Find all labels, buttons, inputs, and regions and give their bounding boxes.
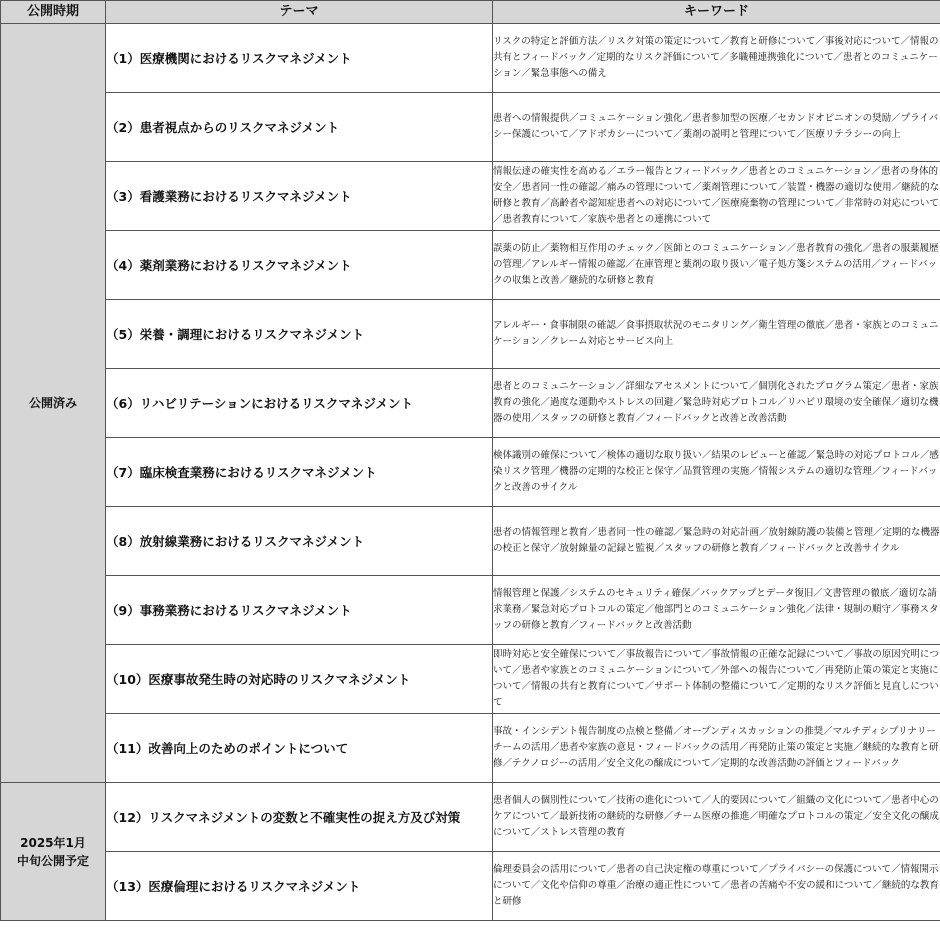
header-theme: テーマ	[106, 1, 493, 24]
keywords-cell: 即時対応と安全確保について／事故報告について／事故情報の正確な記録について／事故の原因究明について／患者や家族とのコミュニケーションについて／外部への報告について／再発防止策の策定と実施について／情報の共有と教育について／サポート体制の整備について／定期的なリスク評価と見直しについて	[493, 645, 940, 714]
theme-cell: （6）リハビリテーションにおけるリスクマネジメント	[106, 369, 493, 438]
period-upcoming	[1, 783, 106, 921]
theme-cell: （3）看護業務におけるリスクマネジメント	[106, 162, 493, 231]
theme-cell: （4）薬剤業務におけるリスクマネジメント	[106, 231, 493, 300]
theme-cell: （5）栄養・調理におけるリスクマネジメント	[106, 300, 493, 369]
table-row	[1, 300, 940, 369]
period-note: 中旬公開予定	[16, 853, 89, 868]
theme-cell: （12）リスクマネジメントの変数と不確実性の捉え方及び対策	[106, 783, 493, 852]
table-row	[1, 783, 940, 852]
header-keywords: キーワード	[493, 1, 940, 24]
table-row	[1, 852, 940, 921]
keywords-cell: 患者個人の個別性について／技術の進化について／人的要因について／組織の文化について／患者中心のケアについて／最新技術の継続的な研修／チーム医療の推進／明確なプロトコルの策定／安全文化の醸成について／ストレス管理の教育	[493, 783, 940, 852]
table-row	[1, 438, 940, 507]
period-published	[1, 24, 106, 783]
keywords-cell: 倫理委員会の活用について／患者の自己決定権の尊重について／プライバシーの保護について／情報開示について／文化や信仰の尊重／治療の適正性について／患者の苦痛や不安の緩和について／継続的な教育と研修	[493, 852, 940, 921]
table-row	[1, 162, 940, 231]
theme-cell: （9）事務業務におけるリスクマネジメント	[106, 576, 493, 645]
theme-cell: （7）臨床検査業務におけるリスクマネジメント	[106, 438, 493, 507]
table-row	[1, 576, 940, 645]
table-row	[1, 507, 940, 576]
theme-cell: （13）医療倫理におけるリスクマネジメント	[106, 852, 493, 921]
keywords-cell: 情報管理と保護／システムのセキュリティ確保／バックアップとデータ復旧／文書管理の徹底／適切な請求業務／緊急対応プロトコルの策定／他部門とのコミュニケーション強化／法律・規制の順守／事務スタッフの研修と教育／フィードバックと改善活動	[493, 576, 940, 645]
keywords-cell: リスクの特定と評価方法／リスク対策の策定について／教育と研修について／事後対応について／情報の共有とフィードバック／定期的なリスク評価について／多職種連携強化について／患者とのコミュニケーション／緊急事態への備え	[493, 24, 940, 93]
table-row	[1, 93, 940, 162]
table-row	[1, 714, 940, 783]
keywords-cell: 情報伝達の確実性を高める／エラー報告とフィードバック／患者とのコミュニケーション／患者の身体的安全／患者同一性の確認／痛みの管理について／薬剤管理について／装置・機器の適切な使用／継続的な研修と教育／高齢者や認知症患者への対応について／医療廃棄物の管理について／非常時の対応について／患者教育について／家族や患者との連携について	[493, 162, 940, 231]
period-label: 公開済み	[28, 396, 77, 410]
keywords-cell: 患者への情報提供／コミュニケーション強化／患者参加型の医療／セカンドオピニオンの奨励／プライバシー保護について／アドボカシーについて／薬剤の説明と管理について／医療リテラシーの向上	[493, 93, 940, 162]
theme-cell: （1）医療機関におけるリスクマネジメント	[106, 24, 493, 93]
keywords-cell: 患者とのコミュニケーション／詳細なアセスメントについて／個別化されたプログラム策定／患者・家族教育の強化／過度な運動やストレスの回避／緊急時対応プロトコル／リハビリ環境の安全確保／適切な機器の使用／スタッフの研修と教育／フィードバックと改善と改善活動	[493, 369, 940, 438]
table-row	[1, 24, 940, 93]
header-row	[1, 1, 940, 24]
table-row	[1, 645, 940, 714]
keywords-cell: 患者の情報管理と教育／患者同一性の確認／緊急時の対応計画／放射線防護の装備と管理／定期的な機器の校正と保守／放射線量の記録と監視／スタッフの研修と教育／フィードバックと改善サイクル	[493, 507, 940, 576]
keywords-cell: 検体識別の確保について／検体の適切な取り扱い／結果のレビューと確認／緊急時の対応プロトコル／感染リスク管理／機器の定期的な校正と保守／品質管理の実施／情報システムの適切な管理／フィードバックと改善のサイクル	[493, 438, 940, 507]
table-row	[1, 369, 940, 438]
header-period: 公開時期	[1, 1, 106, 24]
theme-cell: （11）改善向上のためのポイントについて	[106, 714, 493, 783]
theme-cell: （10）医療事故発生時の対応時のリスクマネジメント	[106, 645, 493, 714]
keywords-cell: 事故・インシデント報告制度の点検と整備／オープンディスカッションの推奨／マルチディシプリナリーチームの活用／患者や家族の意見・フィードバックの活用／再発防止策の策定と実施／継続的な教育と研修／テクノロジーの活用／安全文化の醸成について／定期的な改善活動の評価とフィードバック	[493, 714, 940, 783]
period-date: 2025年1月	[20, 835, 86, 850]
theme-cell: （2）患者視点からのリスクマネジメント	[106, 93, 493, 162]
theme-cell: （8）放射線業務におけるリスクマネジメント	[106, 507, 493, 576]
table-row	[1, 231, 940, 300]
keywords-cell: 誤薬の防止／薬物相互作用のチェック／医師とのコミュニケーション／患者教育の強化／患者の服薬履歴の管理／アレルギー情報の確認／在庫管理と薬剤の取り扱い／電子処方箋システムの活用／フィードバックの収集と改善／継続的な研修と教育	[493, 231, 940, 300]
keywords-cell: アレルギー・食事制限の確認／食事摂取状況のモニタリング／衛生管理の徹底／患者・家族とのコミュニケーション／クレーム対応とサービス向上	[493, 300, 940, 369]
